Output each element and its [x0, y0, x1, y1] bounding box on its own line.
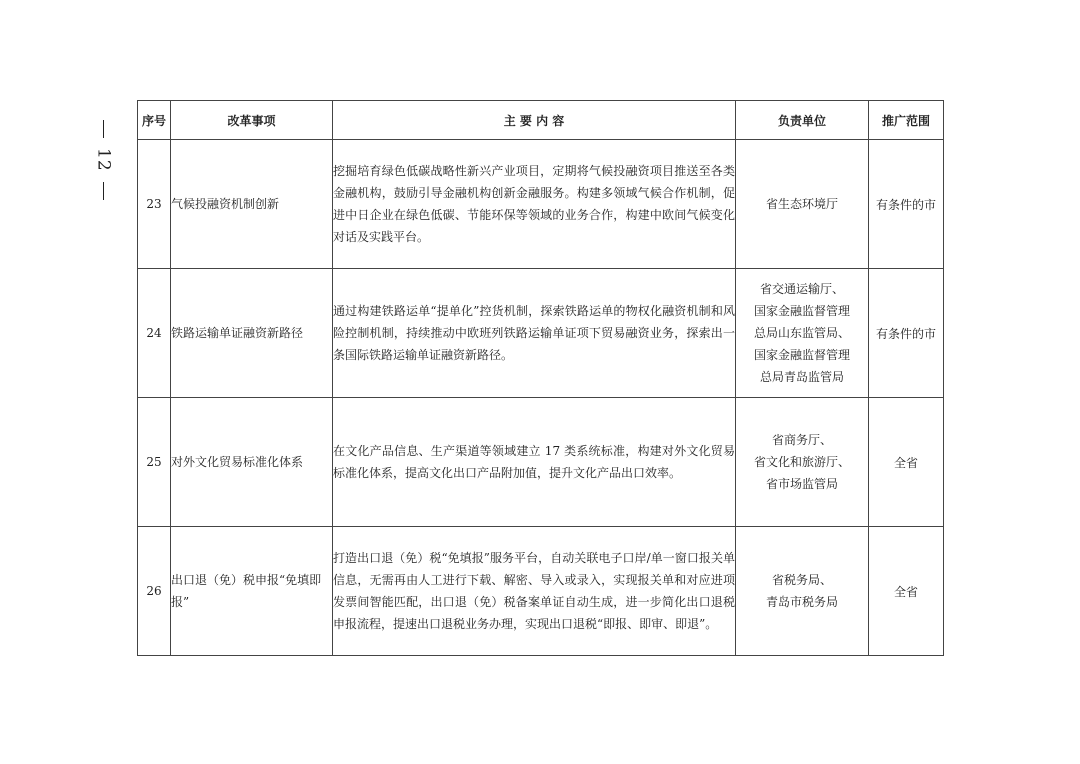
header-item: 改革事项 [171, 101, 333, 140]
row-seq: 26 [138, 527, 171, 656]
unit-line: 省市场监管局 [765, 477, 838, 491]
unit-line: 省生态环境厅 [765, 197, 838, 211]
row-unit [736, 140, 869, 269]
row-item: 对外文化贸易标准化体系 [171, 398, 333, 527]
row-item: 铁路运输单证融资新路径 [171, 269, 333, 398]
unit-line: 国家金融监督管理 [753, 304, 850, 318]
header-scope: 推广范围 [869, 101, 944, 140]
page-number [88, 120, 118, 200]
row-unit [736, 527, 869, 656]
table-row [138, 398, 944, 527]
unit-line: 省税务局、 [771, 573, 832, 587]
unit-line: 总局山东监管局、 [753, 326, 850, 340]
unit-line: 省商务厅、 [771, 433, 832, 447]
unit-line: 总局青岛监管局 [759, 370, 844, 384]
row-content: 挖掘培育绿色低碳战略性新兴产业项目，定期将气候投融资项目推送至各类金融机构，鼓励引导金融机构创新金融服务。构建多领域气候合作机制，促进中日企业在绿色低碳、节能环保等领域的业务合作，构建中欧间气候变化对话及实践平台。 [333, 140, 736, 269]
row-seq: 23 [138, 140, 171, 269]
header-unit: 负责单位 [736, 101, 869, 140]
row-seq: 24 [138, 269, 171, 398]
page-number-dash-bottom [103, 182, 104, 200]
row-scope: 有条件的市 [869, 269, 944, 398]
table-row [138, 527, 944, 656]
table-row [138, 269, 944, 398]
row-scope: 全省 [869, 527, 944, 656]
row-scope: 全省 [869, 398, 944, 527]
row-content: 在文化产品信息、生产渠道等领域建立 17 类系统标准，构建对外文化贸易标准化体系，提高文化出口产品附加值，提升文化产品出口效率。 [333, 398, 736, 527]
page-number-dash-top [103, 120, 104, 138]
row-item: 出口退（免）税申报“免填即报” [171, 527, 333, 656]
table-row [138, 140, 944, 269]
row-unit [736, 269, 869, 398]
row-unit [736, 398, 869, 527]
row-item: 气候投融资机制创新 [171, 140, 333, 269]
unit-line: 省文化和旅游厅、 [753, 455, 850, 469]
row-scope: 有条件的市 [869, 140, 944, 269]
row-content: 打造出口退（免）税“免填报”服务平台，自动关联电子口岸/单一窗口报关单信息，无需再由人工进行下载、解密、导入或录入，实现报关单和对应进项发票间智能匹配，出口退（免）税备案单证自动生成，进一步简化出口退税申报流程，提速出口退税业务办理，实现出口退税“即报、即审、即退”。 [333, 527, 736, 656]
header-seq: 序号 [138, 101, 171, 140]
unit-line: 省交通运输厅、 [759, 282, 844, 296]
row-content: 通过构建铁路运单“提单化”控货机制，探索铁路运单的物权化融资机制和风险控制机制，持续推动中欧班列铁路运输单证项下贸易融资业务，探索出一条国际铁路运输单证融资新路径。 [333, 269, 736, 398]
unit-line: 青岛市税务局 [765, 595, 838, 609]
header-content: 主 要 内 容 [333, 101, 736, 140]
row-seq: 25 [138, 398, 171, 527]
header-row [138, 101, 944, 140]
page-number-text: 12 [93, 148, 114, 172]
unit-line: 国家金融监督管理 [753, 348, 850, 362]
reform-table [137, 100, 944, 656]
